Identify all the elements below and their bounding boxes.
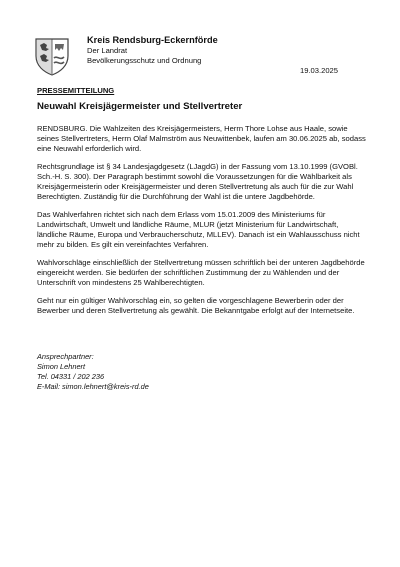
paragraph: RENDSBURG. Die Wahlzeiten des Kreisjägermeisters, Herrn Thore Lohse aus Haale, sowie seines Stellvertreters, Herrn Olaf Malmström aus Neuwittenbek, laufen am 30.06.2025 ab, sodass eine Neuwahl erforderlich wird.: [37, 124, 366, 153]
paragraph: Das Wahlverfahren richtet sich nach dem Erlass vom 15.01.2009 des Ministeriums für Landwirtschaft, Umwelt und ländliche Räume, MLUR (jetzt Ministerium für Landwirtschaft, ländliche Räume, Europa und Verbraucherschutz, MLLEV). Danach ist ein Wahlausschuss nicht mehr zu bilden. Es gilt ein vereinfachtes Verfahren.: [37, 210, 360, 249]
contact-email: E-Mail: simon.lehnert@kreis-rd.de: [37, 382, 149, 391]
department-name: Bevölkerungsschutz und Ordnung: [87, 56, 202, 65]
contact-phone: Tel. 04331 / 202 236: [37, 372, 105, 381]
contact-name: Simon Lehnert: [37, 362, 86, 371]
document-date: 19.03.2025: [300, 66, 339, 75]
coat-of-arms-icon: [34, 36, 70, 76]
organization-name: Kreis Rendsburg-Eckernförde: [87, 35, 218, 45]
organization-block: [87, 34, 218, 66]
contact-heading: Ansprechpartner:: [37, 352, 94, 361]
paragraph: Rechtsgrundlage ist § 34 Landesjagdgesetz (LJagdG) in der Fassung vom 13.10.1999 (GVOBl. Sch.-H. S. 300). Der Paragraph bestimmt sowohl die Voraussetzungen für die Wählbarkeit als Kreisjägermeisterin oder Kreisjägermeister und deren Stellvertretung als auch für die zur Wahl Berechtigten. Zuständig für die Durchführung der Wahl ist die untere Jagdbehörde.: [37, 162, 358, 201]
paragraph: Wahlvorschläge einschließlich der Stellvertretung müssen schriftlich bei der unteren Jagdbehörde eingereicht werden. Sie bedürfen der schriftlichen Zustimmung der zu Wählenden und der Unterschrift von mindestens 25 Wahlberechtigten.: [37, 258, 365, 287]
press-release-label: PRESSEMITTEILUNG: [37, 86, 115, 95]
press-release-body: [37, 124, 367, 324]
press-release-title: Neuwahl Kreisjägermeister und Stellvertreter: [37, 101, 243, 112]
office-name: Der Landrat: [87, 46, 128, 55]
paragraph: Geht nur ein gültiger Wahlvorschlag ein, so gelten die vorgeschlagene Bewerberin oder der Bewerber und deren Stellvertretung als gewählt. Die Bekanntgabe erfolgt auf der Internetseite.: [37, 296, 355, 315]
letterhead: [34, 34, 374, 84]
contact-block: [37, 352, 149, 392]
